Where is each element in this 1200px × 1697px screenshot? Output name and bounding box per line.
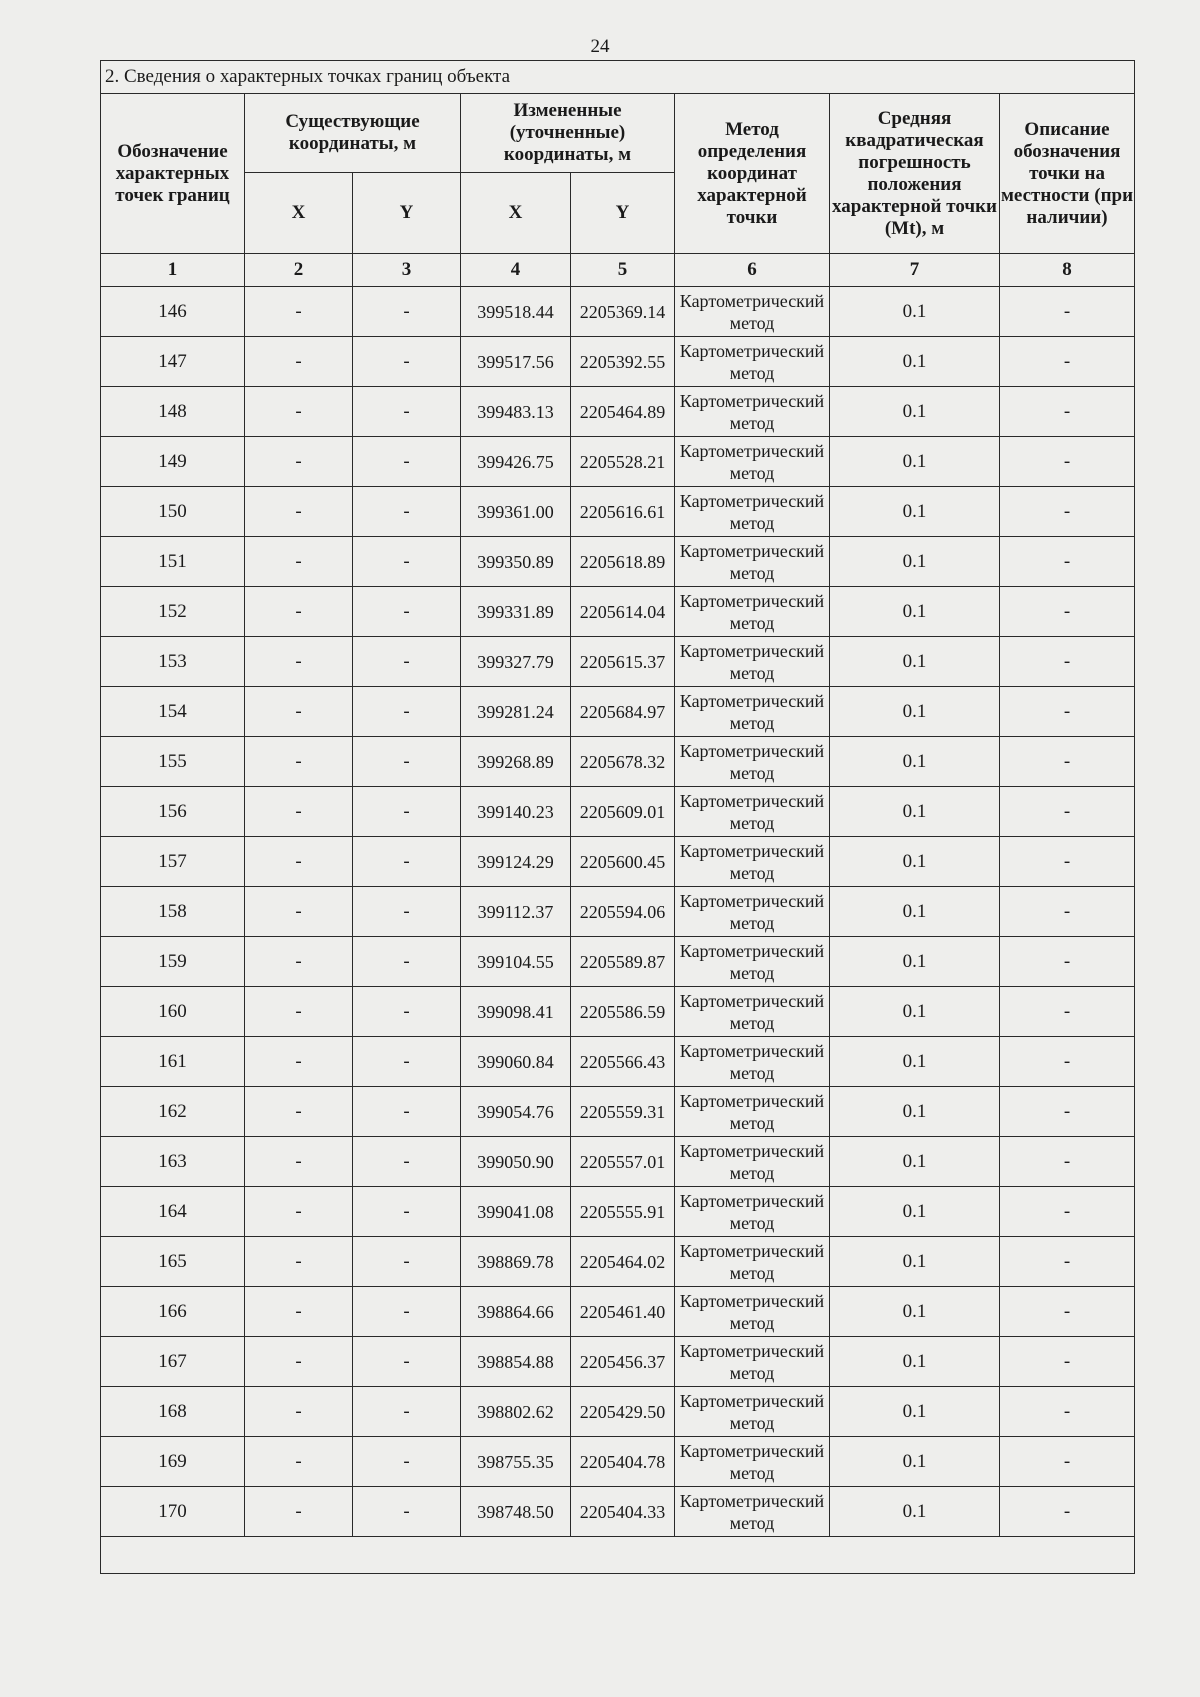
point-number-cell: 167	[101, 1337, 245, 1387]
changed-y-cell: 2205594.06	[571, 887, 675, 937]
mean-square-error-cell: 0.1	[830, 1087, 1000, 1137]
description-cell: -	[1000, 987, 1135, 1037]
header-existing-x: X	[245, 173, 353, 254]
existing-x-cell: -	[245, 1237, 353, 1287]
mean-square-error-cell: 0.1	[830, 537, 1000, 587]
existing-x-cell: -	[245, 887, 353, 937]
changed-y-cell: 2205528.21	[571, 437, 675, 487]
boundary-points-sheet	[100, 60, 1134, 1574]
header-changed-coordinates: Измененные (уточненные) координаты, м	[461, 94, 675, 173]
point-number-cell: 152	[101, 587, 245, 637]
point-number-cell: 161	[101, 1037, 245, 1087]
column-number: 3	[353, 254, 461, 287]
existing-x-cell: -	[245, 337, 353, 387]
existing-y-cell: -	[353, 487, 461, 537]
existing-y-cell: -	[353, 637, 461, 687]
description-cell: -	[1000, 1437, 1135, 1487]
method-cell: Картометрический метод	[675, 987, 830, 1037]
existing-x-cell: -	[245, 837, 353, 887]
changed-x-cell: 399050.90	[461, 1137, 571, 1187]
page-number: 24	[590, 36, 610, 57]
point-number-cell: 155	[101, 737, 245, 787]
column-number: 1	[101, 254, 245, 287]
mean-square-error-cell: 0.1	[830, 337, 1000, 387]
method-cell: Картометрический метод	[675, 1437, 830, 1487]
existing-y-cell: -	[353, 837, 461, 887]
description-cell: -	[1000, 1287, 1135, 1337]
changed-x-cell: 399124.29	[461, 837, 571, 887]
existing-y-cell: -	[353, 1237, 461, 1287]
table-row	[101, 1337, 1135, 1387]
description-cell: -	[1000, 587, 1135, 637]
changed-x-cell: 398748.50	[461, 1487, 571, 1537]
method-cell: Картометрический метод	[675, 737, 830, 787]
description-cell: -	[1000, 737, 1135, 787]
point-number-cell: 160	[101, 987, 245, 1037]
method-cell: Картометрический метод	[675, 387, 830, 437]
changed-x-cell: 399331.89	[461, 587, 571, 637]
point-number-cell: 165	[101, 1237, 245, 1287]
mean-square-error-cell: 0.1	[830, 287, 1000, 337]
table-row	[101, 337, 1135, 387]
table-row	[101, 1437, 1135, 1487]
description-cell: -	[1000, 1487, 1135, 1537]
existing-y-cell: -	[353, 1187, 461, 1237]
mean-square-error-cell: 0.1	[830, 1387, 1000, 1437]
mean-square-error-cell: 0.1	[830, 387, 1000, 437]
existing-x-cell: -	[245, 1287, 353, 1337]
existing-y-cell: -	[353, 1087, 461, 1137]
point-number-cell: 156	[101, 787, 245, 837]
existing-x-cell: -	[245, 687, 353, 737]
changed-y-cell: 2205678.32	[571, 737, 675, 787]
existing-x-cell: -	[245, 387, 353, 437]
changed-x-cell: 399361.00	[461, 487, 571, 537]
method-cell: Картометрический метод	[675, 1287, 830, 1337]
existing-y-cell: -	[353, 587, 461, 637]
table-row	[101, 1237, 1135, 1287]
description-cell: -	[1000, 1387, 1135, 1437]
changed-y-cell: 2205616.61	[571, 487, 675, 537]
header-changed-y: Y	[571, 173, 675, 254]
method-cell: Картометрический метод	[675, 687, 830, 737]
table-row	[101, 587, 1135, 637]
table-row	[101, 437, 1135, 487]
table-row	[101, 1487, 1135, 1537]
changed-x-cell: 399140.23	[461, 787, 571, 837]
existing-y-cell: -	[353, 737, 461, 787]
header-existing-y: Y	[353, 173, 461, 254]
header-point-description: Описание обозначения точки на местности (при наличии)	[1000, 94, 1135, 254]
existing-x-cell: -	[245, 487, 353, 537]
changed-y-cell: 2205461.40	[571, 1287, 675, 1337]
existing-x-cell: -	[245, 1387, 353, 1437]
existing-x-cell: -	[245, 937, 353, 987]
header-changed-x: X	[461, 173, 571, 254]
table-row	[101, 887, 1135, 937]
point-number-cell: 162	[101, 1087, 245, 1137]
mean-square-error-cell: 0.1	[830, 987, 1000, 1037]
mean-square-error-cell: 0.1	[830, 1487, 1000, 1537]
mean-square-error-cell: 0.1	[830, 1287, 1000, 1337]
changed-y-cell: 2205614.04	[571, 587, 675, 637]
existing-y-cell: -	[353, 1137, 461, 1187]
changed-x-cell: 399268.89	[461, 737, 571, 787]
existing-y-cell: -	[353, 1487, 461, 1537]
table-row	[101, 637, 1135, 687]
changed-y-cell: 2205464.02	[571, 1237, 675, 1287]
existing-x-cell: -	[245, 737, 353, 787]
existing-x-cell: -	[245, 587, 353, 637]
changed-x-cell: 399112.37	[461, 887, 571, 937]
existing-x-cell: -	[245, 287, 353, 337]
existing-y-cell: -	[353, 1037, 461, 1087]
description-cell: -	[1000, 1037, 1135, 1087]
existing-x-cell: -	[245, 1087, 353, 1137]
point-number-cell: 169	[101, 1437, 245, 1487]
changed-y-cell: 2205684.97	[571, 687, 675, 737]
mean-square-error-cell: 0.1	[830, 687, 1000, 737]
existing-x-cell: -	[245, 1437, 353, 1487]
changed-x-cell: 399104.55	[461, 937, 571, 987]
method-cell: Картометрический метод	[675, 637, 830, 687]
description-cell: -	[1000, 337, 1135, 387]
changed-y-cell: 2205464.89	[571, 387, 675, 437]
method-cell: Картометрический метод	[675, 487, 830, 537]
column-number: 6	[675, 254, 830, 287]
method-cell: Картометрический метод	[675, 437, 830, 487]
existing-x-cell: -	[245, 1187, 353, 1237]
mean-square-error-cell: 0.1	[830, 887, 1000, 937]
point-number-cell: 166	[101, 1287, 245, 1337]
changed-y-cell: 2205392.55	[571, 337, 675, 387]
description-cell: -	[1000, 837, 1135, 887]
column-number: 5	[571, 254, 675, 287]
changed-y-cell: 2205555.91	[571, 1187, 675, 1237]
table-row	[101, 937, 1135, 987]
changed-x-cell: 398755.35	[461, 1437, 571, 1487]
point-number-cell: 163	[101, 1137, 245, 1187]
header-designation: Обозначение характерных точек границ	[101, 94, 245, 254]
description-cell: -	[1000, 937, 1135, 987]
method-cell: Картометрический метод	[675, 587, 830, 637]
description-cell: -	[1000, 787, 1135, 837]
table-row	[101, 537, 1135, 587]
table-row	[101, 687, 1135, 737]
method-cell: Картометрический метод	[675, 1237, 830, 1287]
description-cell: -	[1000, 487, 1135, 537]
existing-y-cell: -	[353, 387, 461, 437]
point-number-cell: 146	[101, 287, 245, 337]
existing-y-cell: -	[353, 787, 461, 837]
existing-x-cell: -	[245, 1337, 353, 1387]
method-cell: Картометрический метод	[675, 537, 830, 587]
description-cell: -	[1000, 887, 1135, 937]
changed-x-cell: 399350.89	[461, 537, 571, 587]
existing-x-cell: -	[245, 1137, 353, 1187]
changed-y-cell: 2205566.43	[571, 1037, 675, 1087]
mean-square-error-cell: 0.1	[830, 487, 1000, 537]
boundary-points-table	[100, 60, 1135, 1574]
existing-x-cell: -	[245, 1487, 353, 1537]
changed-x-cell: 399483.13	[461, 387, 571, 437]
changed-y-cell: 2205369.14	[571, 287, 675, 337]
point-number-cell: 168	[101, 1387, 245, 1437]
method-cell: Картометрический метод	[675, 1337, 830, 1387]
mean-square-error-cell: 0.1	[830, 1037, 1000, 1087]
changed-x-cell: 398869.78	[461, 1237, 571, 1287]
method-cell: Картометрический метод	[675, 887, 830, 937]
description-cell: -	[1000, 637, 1135, 687]
section-title: 2. Сведения о характерных точках границ объекта	[101, 61, 1135, 94]
table-row	[101, 1137, 1135, 1187]
empty-footer-row	[101, 1537, 1135, 1574]
existing-y-cell: -	[353, 1287, 461, 1337]
column-number: 4	[461, 254, 571, 287]
description-cell: -	[1000, 1187, 1135, 1237]
changed-y-cell: 2205559.31	[571, 1087, 675, 1137]
changed-x-cell: 398802.62	[461, 1387, 571, 1437]
mean-square-error-cell: 0.1	[830, 737, 1000, 787]
table-row	[101, 1087, 1135, 1137]
mean-square-error-cell: 0.1	[830, 1137, 1000, 1187]
existing-x-cell: -	[245, 437, 353, 487]
mean-square-error-cell: 0.1	[830, 1337, 1000, 1387]
column-number: 2	[245, 254, 353, 287]
changed-x-cell: 399327.79	[461, 637, 571, 687]
method-cell: Картометрический метод	[675, 1087, 830, 1137]
changed-y-cell: 2205404.78	[571, 1437, 675, 1487]
table-row	[101, 987, 1135, 1037]
mean-square-error-cell: 0.1	[830, 1237, 1000, 1287]
existing-y-cell: -	[353, 1387, 461, 1437]
changed-y-cell: 2205600.45	[571, 837, 675, 887]
mean-square-error-cell: 0.1	[830, 1187, 1000, 1237]
mean-square-error-cell: 0.1	[830, 1437, 1000, 1487]
changed-y-cell: 2205615.37	[571, 637, 675, 687]
point-number-cell: 149	[101, 437, 245, 487]
method-cell: Картометрический метод	[675, 787, 830, 837]
changed-x-cell: 399281.24	[461, 687, 571, 737]
point-number-cell: 148	[101, 387, 245, 437]
empty-footer-cell	[101, 1537, 1135, 1574]
description-cell: -	[1000, 387, 1135, 437]
changed-x-cell: 399098.41	[461, 987, 571, 1037]
description-cell: -	[1000, 1337, 1135, 1387]
table-row	[101, 1037, 1135, 1087]
changed-x-cell: 398864.66	[461, 1287, 571, 1337]
description-cell: -	[1000, 1087, 1135, 1137]
method-cell: Картометрический метод	[675, 937, 830, 987]
existing-y-cell: -	[353, 1437, 461, 1487]
point-number-cell: 154	[101, 687, 245, 737]
point-number-cell: 159	[101, 937, 245, 987]
table-row	[101, 387, 1135, 437]
changed-x-cell: 399041.08	[461, 1187, 571, 1237]
description-cell: -	[1000, 1137, 1135, 1187]
changed-x-cell: 399054.76	[461, 1087, 571, 1137]
method-cell: Картометрический метод	[675, 287, 830, 337]
method-cell: Картометрический метод	[675, 837, 830, 887]
mean-square-error-cell: 0.1	[830, 437, 1000, 487]
point-number-cell: 158	[101, 887, 245, 937]
column-number: 8	[1000, 254, 1135, 287]
description-cell: -	[1000, 1237, 1135, 1287]
mean-square-error-cell: 0.1	[830, 837, 1000, 887]
point-number-cell: 157	[101, 837, 245, 887]
existing-x-cell: -	[245, 637, 353, 687]
method-cell: Картометрический метод	[675, 1387, 830, 1437]
point-number-cell: 170	[101, 1487, 245, 1537]
changed-y-cell: 2205618.89	[571, 537, 675, 587]
mean-square-error-cell: 0.1	[830, 587, 1000, 637]
mean-square-error-cell: 0.1	[830, 937, 1000, 987]
existing-y-cell: -	[353, 687, 461, 737]
changed-x-cell: 398854.88	[461, 1337, 571, 1387]
description-cell: -	[1000, 437, 1135, 487]
table-row	[101, 1187, 1135, 1237]
existing-y-cell: -	[353, 937, 461, 987]
existing-y-cell: -	[353, 987, 461, 1037]
changed-x-cell: 399518.44	[461, 287, 571, 337]
description-cell: -	[1000, 287, 1135, 337]
table-row	[101, 737, 1135, 787]
existing-x-cell: -	[245, 787, 353, 837]
existing-y-cell: -	[353, 287, 461, 337]
changed-x-cell: 399517.56	[461, 337, 571, 387]
existing-x-cell: -	[245, 537, 353, 587]
method-cell: Картометрический метод	[675, 1487, 830, 1537]
existing-y-cell: -	[353, 887, 461, 937]
column-number-row	[101, 254, 1135, 287]
point-number-cell: 164	[101, 1187, 245, 1237]
changed-y-cell: 2205609.01	[571, 787, 675, 837]
table-row	[101, 837, 1135, 887]
method-cell: Картометрический метод	[675, 337, 830, 387]
header-method: Метод определения координат характерной точки	[675, 94, 830, 254]
method-cell: Картометрический метод	[675, 1037, 830, 1087]
changed-x-cell: 399060.84	[461, 1037, 571, 1087]
changed-y-cell: 2205589.87	[571, 937, 675, 987]
description-cell: -	[1000, 687, 1135, 737]
header-mean-square-error: Средняя квадратическая погрешность положения характерной точки (Mt), м	[830, 94, 1000, 254]
mean-square-error-cell: 0.1	[830, 787, 1000, 837]
table-row	[101, 487, 1135, 537]
existing-y-cell: -	[353, 337, 461, 387]
column-number: 7	[830, 254, 1000, 287]
mean-square-error-cell: 0.1	[830, 637, 1000, 687]
description-cell: -	[1000, 537, 1135, 587]
changed-x-cell: 399426.75	[461, 437, 571, 487]
existing-x-cell: -	[245, 1037, 353, 1087]
point-number-cell: 153	[101, 637, 245, 687]
table-row	[101, 1387, 1135, 1437]
existing-y-cell: -	[353, 537, 461, 587]
changed-y-cell: 2205429.50	[571, 1387, 675, 1437]
header-existing-coordinates: Существующие координаты, м	[245, 94, 461, 173]
existing-y-cell: -	[353, 437, 461, 487]
table-row	[101, 787, 1135, 837]
method-cell: Картометрический метод	[675, 1137, 830, 1187]
existing-y-cell: -	[353, 1337, 461, 1387]
table-row	[101, 287, 1135, 337]
changed-y-cell: 2205586.59	[571, 987, 675, 1037]
method-cell: Картометрический метод	[675, 1187, 830, 1237]
changed-y-cell: 2205557.01	[571, 1137, 675, 1187]
point-number-cell: 147	[101, 337, 245, 387]
point-number-cell: 150	[101, 487, 245, 537]
changed-y-cell: 2205404.33	[571, 1487, 675, 1537]
table-row	[101, 1287, 1135, 1337]
existing-x-cell: -	[245, 987, 353, 1037]
changed-y-cell: 2205456.37	[571, 1337, 675, 1387]
point-number-cell: 151	[101, 537, 245, 587]
